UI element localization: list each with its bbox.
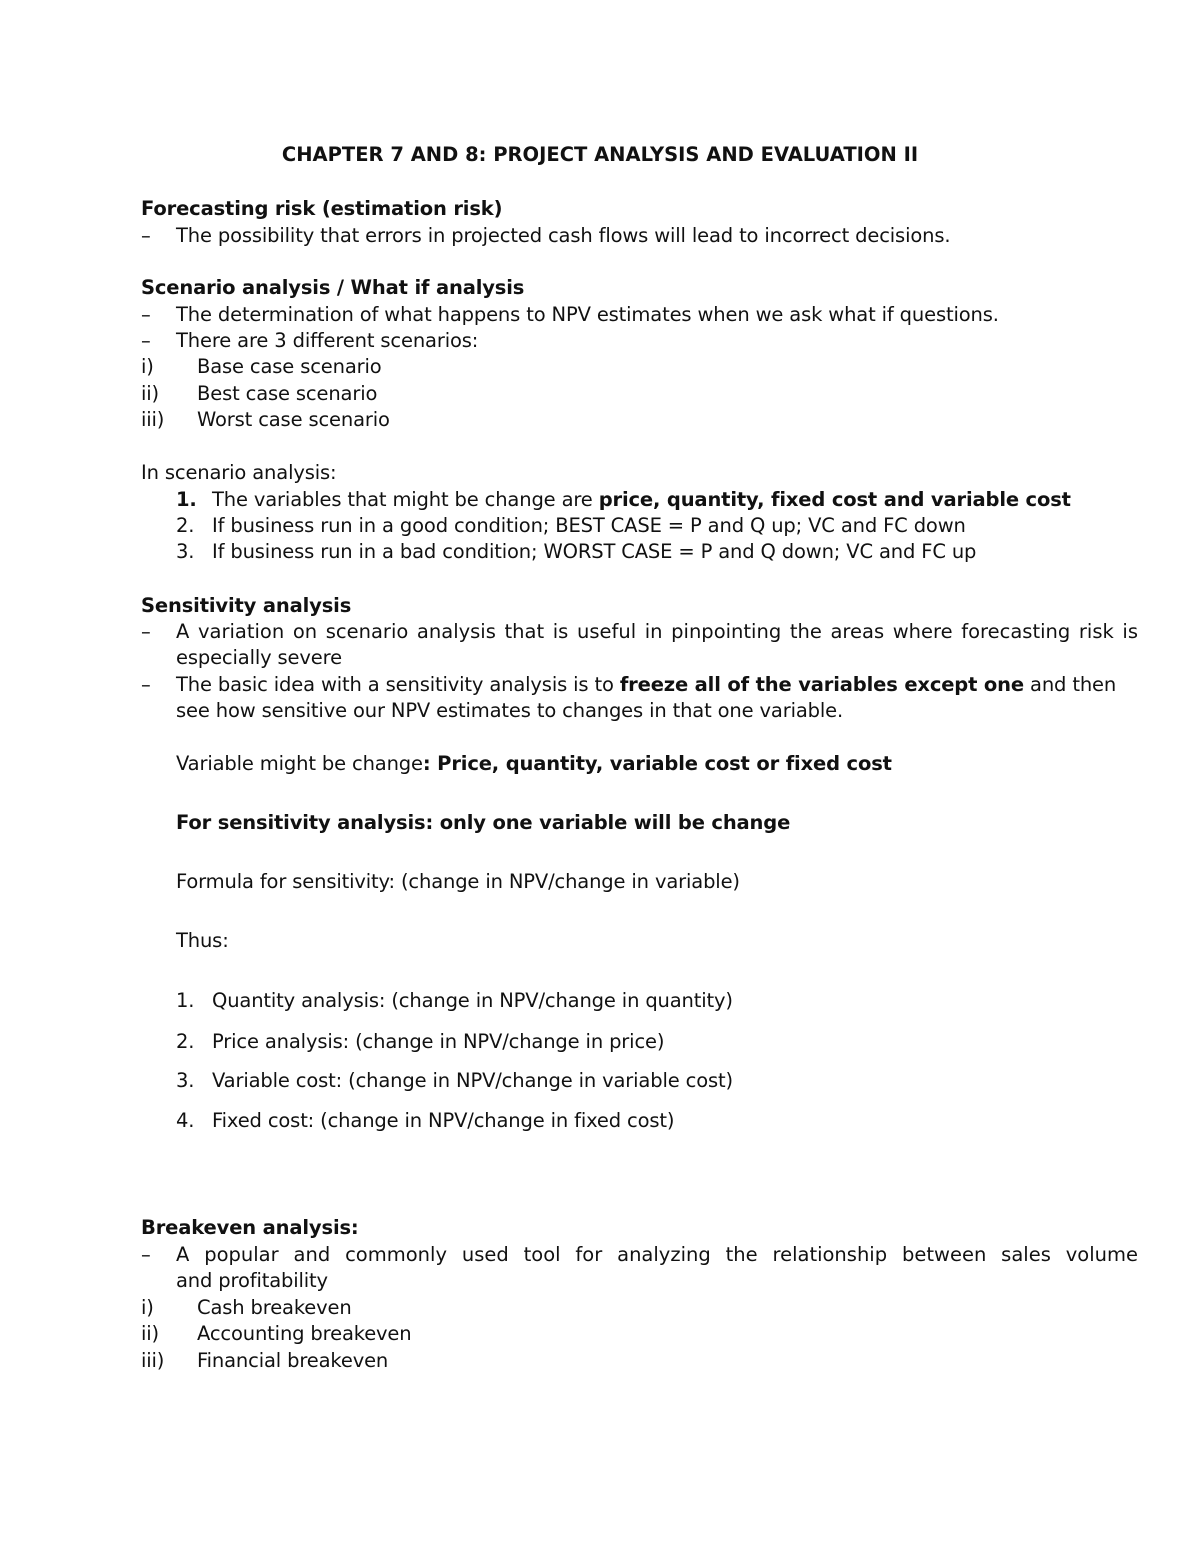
dash-bullet: – xyxy=(141,1243,151,1266)
sensitivity-para-2-line-1: The basic idea with a sensitivity analysis is to freeze all of the variables except one and then xyxy=(176,673,1117,696)
list-number: 1. xyxy=(176,488,197,511)
list-number: 3. xyxy=(176,1069,195,1092)
list-number: 1. xyxy=(176,989,195,1012)
in-scenario-label: In scenario analysis: xyxy=(141,461,337,484)
list-number: 2. xyxy=(176,514,195,537)
sensitivity-para-1-line-1: A variation on scenario analysis that is useful in pinpointing the areas where forecasting risk is xyxy=(176,620,1138,643)
scenario-line-2: There are 3 different scenarios: xyxy=(176,329,479,352)
list-number: 3. xyxy=(176,540,195,563)
list-marker: i) xyxy=(141,1296,154,1319)
variable-line: Variable might be change: Price, quantity, variable cost or fixed cost xyxy=(176,752,892,775)
forecasting-text: The possibility that errors in projected cash flows will lead to incorrect decisions. xyxy=(176,224,951,247)
list-number: 4. xyxy=(176,1109,195,1132)
list-item: Accounting breakeven xyxy=(197,1322,412,1345)
dash-bullet: – xyxy=(141,224,151,247)
forecasting-heading: Forecasting risk (estimation risk) xyxy=(141,197,503,220)
list-item: Worst case scenario xyxy=(197,408,390,431)
breakeven-heading: Breakeven analysis: xyxy=(141,1216,359,1239)
list-number: 2. xyxy=(176,1030,195,1053)
thus-label: Thus: xyxy=(176,929,229,952)
list-item: Cash breakeven xyxy=(197,1296,352,1319)
list-item: Best case scenario xyxy=(197,382,378,405)
dash-bullet: – xyxy=(141,620,151,643)
list-item: If business run in a good condition; BEST CASE = P and Q up; VC and FC down xyxy=(212,514,966,537)
breakeven-para-line-1: A popular and commonly used tool for analyzing the relationship between sales volume xyxy=(176,1243,1138,1266)
list-marker: ii) xyxy=(141,1322,159,1345)
list-marker: i) xyxy=(141,355,154,378)
list-item: Quantity analysis: (change in NPV/change in quantity) xyxy=(212,989,733,1012)
list-item: If business run in a bad condition; WORST CASE = P and Q down; VC and FC up xyxy=(212,540,977,563)
list-marker: iii) xyxy=(141,408,165,431)
only-one-variable: For sensitivity analysis: only one variable will be change xyxy=(176,811,791,834)
breakeven-para-line-2: and profitability xyxy=(176,1269,328,1292)
dash-bullet: – xyxy=(141,303,151,326)
formula-line: Formula for sensitivity: (change in NPV/change in variable) xyxy=(176,870,740,893)
dash-bullet: – xyxy=(141,673,151,696)
page-title: CHAPTER 7 AND 8: PROJECT ANALYSIS AND EVALUATION II xyxy=(281,143,919,166)
list-item: Financial breakeven xyxy=(197,1349,389,1372)
dash-bullet: – xyxy=(141,329,151,352)
scenario-heading: Scenario analysis / What if analysis xyxy=(141,276,525,299)
sensitivity-para-1-line-2: especially severe xyxy=(176,646,342,669)
list-marker: iii) xyxy=(141,1349,165,1372)
list-item: Variable cost: (change in NPV/change in variable cost) xyxy=(212,1069,733,1092)
scenario-line-1: The determination of what happens to NPV estimates when we ask what if questions. xyxy=(176,303,999,326)
list-item: Fixed cost: (change in NPV/change in fixed cost) xyxy=(212,1109,675,1132)
list-item: The variables that might be change are price, quantity, fixed cost and variable cost xyxy=(212,488,1071,511)
list-item: Price analysis: (change in NPV/change in price) xyxy=(212,1030,665,1053)
sensitivity-para-2-line-2: see how sensitive our NPV estimates to changes in that one variable. xyxy=(176,699,844,722)
list-marker: ii) xyxy=(141,382,159,405)
sensitivity-heading: Sensitivity analysis xyxy=(141,594,352,617)
list-item: Base case scenario xyxy=(197,355,382,378)
